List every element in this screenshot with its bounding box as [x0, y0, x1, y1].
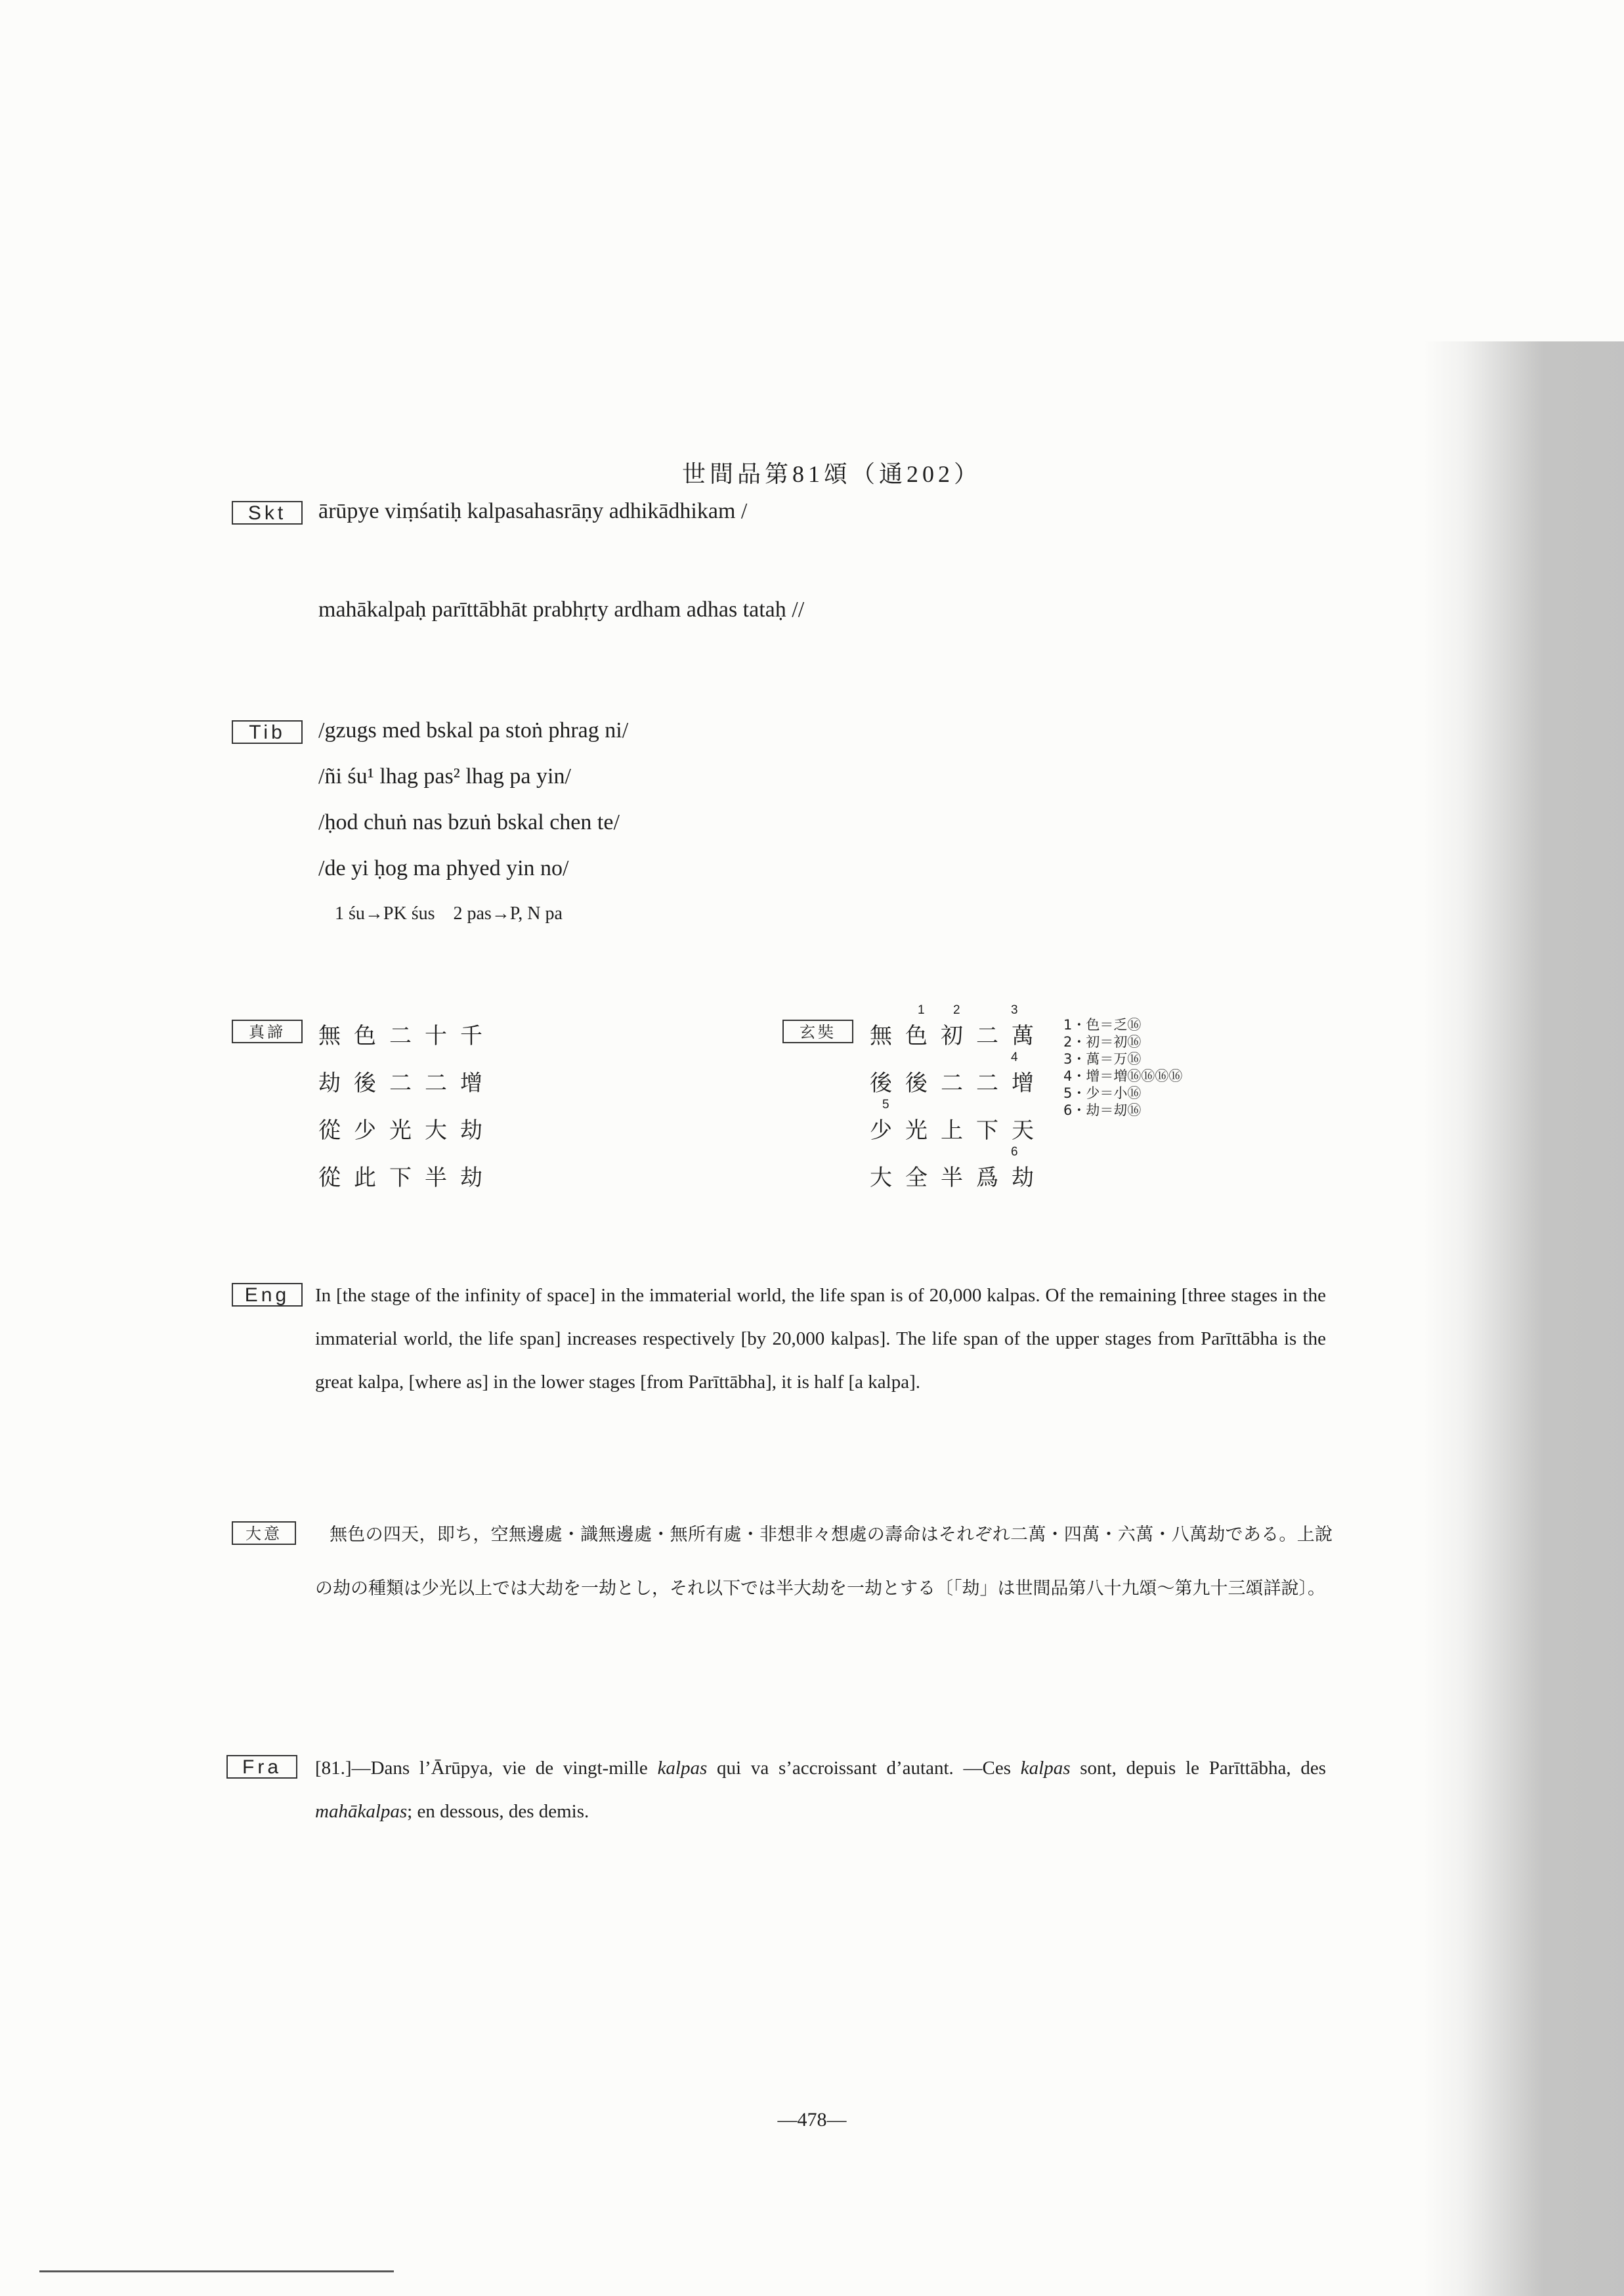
- zhen-line-1: 無色二十千: [318, 1023, 496, 1049]
- fra-text-4: ; en dessous, des demis.: [407, 1801, 589, 1822]
- page-title: 世間品第81頌（通202）: [681, 461, 981, 487]
- xuan-line-2: 後後二二增: [870, 1070, 1047, 1096]
- xuan-sup-1: 1: [918, 1003, 925, 1017]
- tib-line-2: /ñi śu¹ lhag pas² lhag pa yin/: [318, 764, 571, 789]
- variant-note: 4・增＝増⑯⑯⑯⑯: [1063, 1068, 1183, 1084]
- label-zhen: 真諦: [232, 1020, 303, 1043]
- xuan-sup-6: 6: [1011, 1145, 1018, 1159]
- variant-note: 1・色＝乏⑯: [1063, 1017, 1142, 1033]
- variant-note: 5・少＝小⑯: [1063, 1085, 1142, 1101]
- xuan-sup-3: 3: [1011, 1003, 1018, 1017]
- xuan-sup-5: 5: [882, 1098, 889, 1112]
- fra-text-2: qui va s’accroissant d’autant. —Ces: [707, 1758, 1021, 1779]
- label-xuan: 玄奘: [782, 1020, 853, 1043]
- tib-line-1: /gzugs med bskal pa stoṅ phrag ni/: [318, 718, 629, 743]
- fra-text-1: [81.]—Dans l’Ārūpya, vie de vingt-mille: [315, 1758, 658, 1779]
- label-tib: Tib: [232, 720, 303, 744]
- xuan-sup-2: 2: [953, 1003, 960, 1017]
- xuan-variant-notes: [1063, 1016, 1182, 1119]
- tib-line-3: /ḥod chuṅ nas bzuṅ bskal chen te/: [318, 810, 620, 834]
- label-eng: Eng: [232, 1283, 303, 1307]
- xuan-line-4: 大全半爲劫: [870, 1165, 1047, 1191]
- yi-paragraph: 無色の四天，即ち，空無邊處・識無邊處・無所有處・非想非々想處の壽命はそれぞれ二萬・四萬・六萬・八萬劫である。上說の劫の種類は少光以上では大劫を一劫とし，それ以下では半大劫を一劫とする〔「劫」は世間品第八十九頌〜第九十三頌詳說〕。: [315, 1525, 1333, 1599]
- tib-line-4: /de yi ḥog ma phyed yin no/: [318, 856, 569, 880]
- zhen-line-3: 從少光大劫: [318, 1117, 496, 1144]
- skt-line-2: mahākalpaḥ parīttābhāt prabhṛty ardham adhas tataḥ //: [318, 597, 805, 622]
- bottom-rule: [39, 2270, 394, 2272]
- skt-line-1: ārūpye viṃśatiḥ kalpasahasrāṇy adhikādhikam /: [318, 499, 748, 523]
- zhen-line-2: 劫後二二增: [318, 1070, 496, 1096]
- label-fra: Fra: [226, 1755, 297, 1779]
- variant-note: 6・劫＝刧⑯: [1063, 1102, 1142, 1118]
- tib-footnote: 1 śu→PK śus 2 pas→P, N pa: [335, 903, 563, 924]
- xuan-line-1: 無色初二萬: [870, 1023, 1047, 1049]
- label-yi: 大意: [232, 1521, 296, 1545]
- label-skt: Skt: [232, 501, 303, 525]
- zhen-line-4: 從此下半劫: [318, 1165, 496, 1191]
- fra-text-3: sont, depuis le Parīttābha, des: [1070, 1758, 1327, 1779]
- fra-kalpas-2: kalpas: [1020, 1758, 1071, 1779]
- xuan-sup-4: 4: [1011, 1051, 1018, 1064]
- fra-mahakalpas: mahākalpas: [315, 1801, 408, 1822]
- variant-note: 2・初＝初⑯: [1063, 1034, 1142, 1050]
- eng-paragraph: In [the stage of the infinity of space] in the immaterial world, the life span is of 20,000 kalpas. Of the remaining [three stages in the immaterial world, the life span] increases respectively [by 20,000 kalpas]. The life span of the upper stages from Parīttābha is the great kalpa, [where as] in the lower stages [from Parīttābha], it is half [a kalpa].: [315, 1285, 1326, 1393]
- fra-kalpas-1: kalpas: [657, 1758, 708, 1779]
- xuan-line-3: 少光上下天: [870, 1117, 1047, 1144]
- scan-edge-shadow: [1423, 341, 1624, 2296]
- page-number: ―478―: [777, 2109, 847, 2131]
- variant-note: 3・萬＝万⑯: [1063, 1051, 1142, 1067]
- fra-paragraph: [315, 1746, 1326, 1833]
